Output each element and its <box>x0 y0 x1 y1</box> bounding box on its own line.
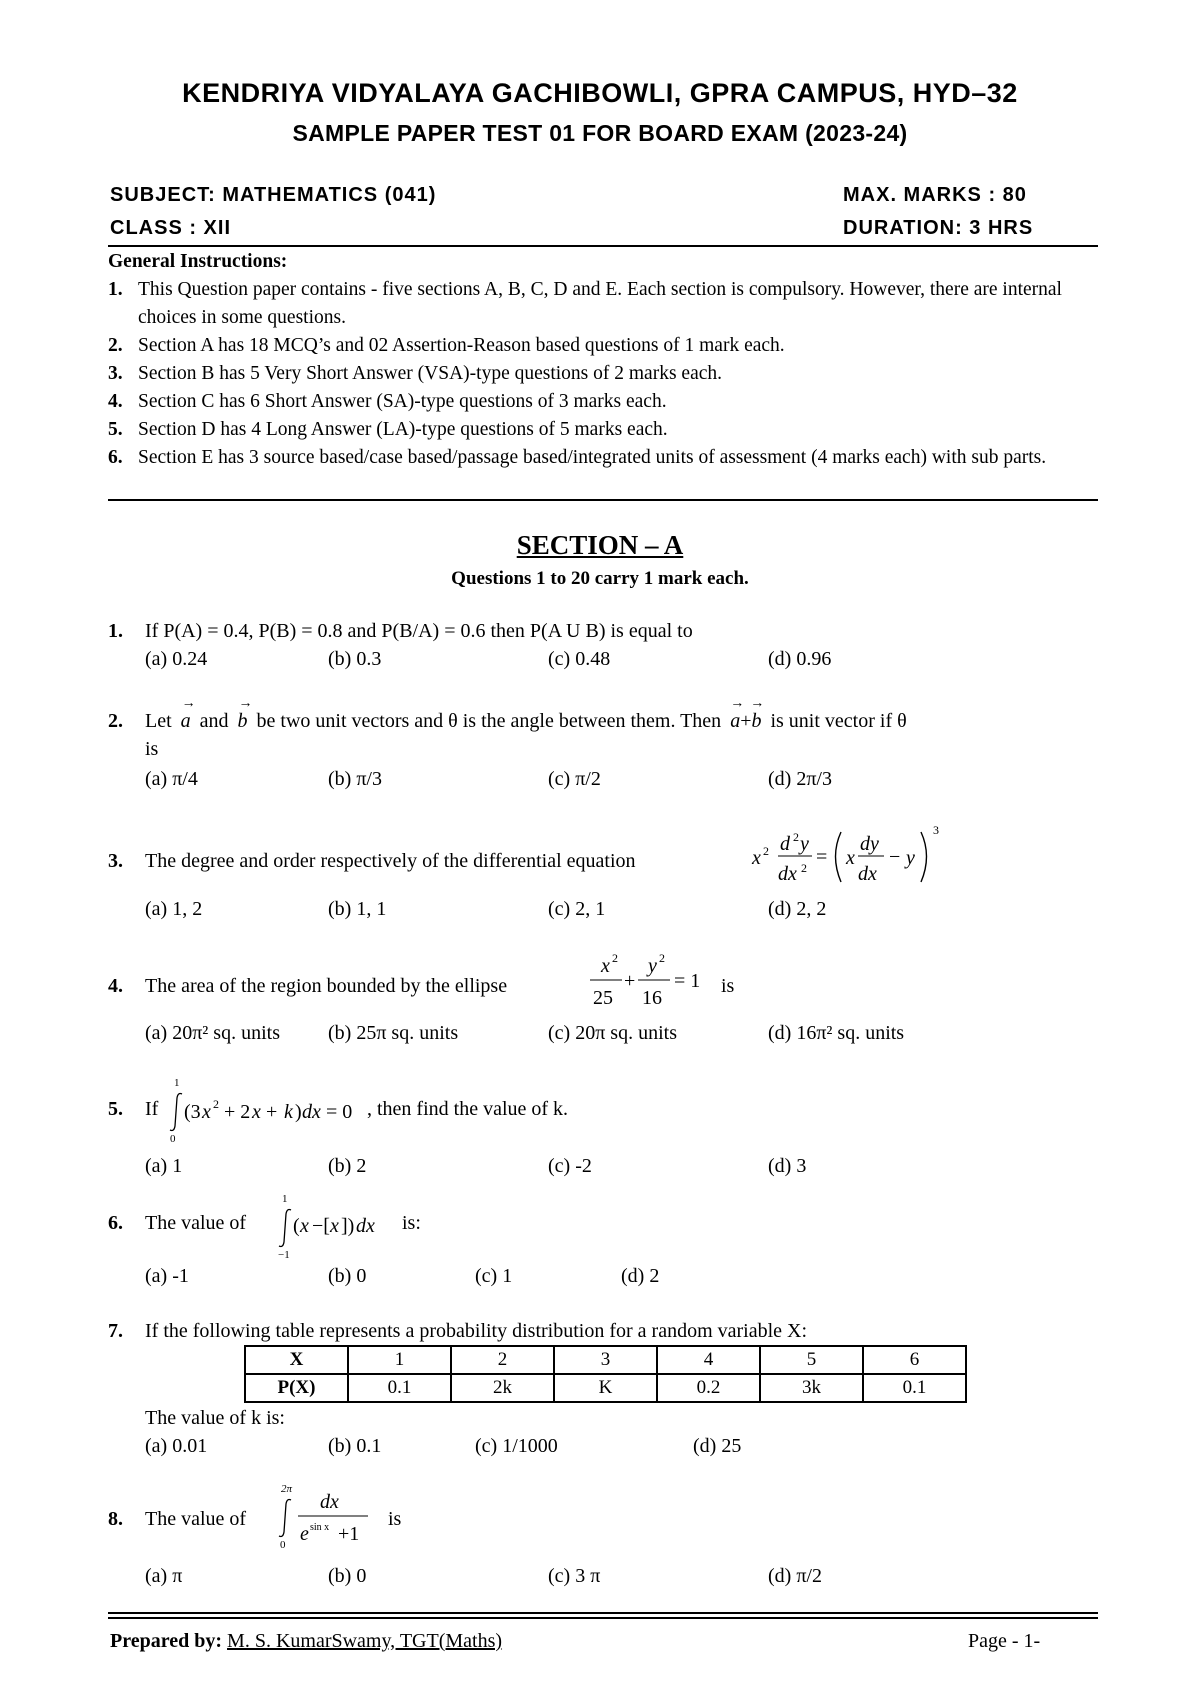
table-cell: P(X) <box>245 1374 348 1402</box>
footer-credit <box>110 1630 502 1653</box>
svg-text:x: x <box>330 1215 339 1237</box>
question-number: 2. <box>108 710 123 732</box>
svg-text:x: x <box>752 847 761 869</box>
svg-text:dx: dx <box>320 1491 339 1513</box>
svg-text:1: 1 <box>174 1077 180 1089</box>
option-a: (a) 1, 2 <box>145 898 203 920</box>
option-d: (d) 2 <box>621 1265 660 1287</box>
option-b: (b) 1, 1 <box>328 898 387 920</box>
svg-text:+ 2: + 2 <box>224 1101 251 1123</box>
option-c: (c) 20π sq. units <box>548 1022 677 1044</box>
table-cell: 1 <box>348 1346 451 1374</box>
table-cell: 6 <box>863 1346 966 1374</box>
svg-text:y: y <box>800 833 809 855</box>
option-b: (b) 2 <box>328 1155 367 1177</box>
table-cell: K <box>554 1374 657 1402</box>
option-a: (a) -1 <box>145 1265 189 1287</box>
option-d: (d) 2π/3 <box>768 768 832 790</box>
option-c: (c) 1/1000 <box>475 1435 558 1457</box>
svg-text:2: 2 <box>793 830 799 844</box>
question-number: 6. <box>108 1212 123 1234</box>
svg-text:0: 0 <box>170 1133 176 1145</box>
instruction-item: 4. Section C has 6 Short Answer (SA)-type questions of 3 marks each. <box>108 391 667 412</box>
integral-formula <box>168 1076 388 1146</box>
test-title: SAMPLE PAPER TEST 01 FOR BOARD EXAM (2023-24) <box>292 120 908 146</box>
exponential-integral-formula <box>278 1482 388 1552</box>
svg-text:2: 2 <box>659 951 665 965</box>
svg-text:): ) <box>295 1101 302 1123</box>
svg-text:dx: dx <box>778 863 797 885</box>
svg-text:x: x <box>601 955 610 977</box>
svg-text:2: 2 <box>763 844 769 858</box>
subject-label: SUBJECT: MATHEMATICS (041) <box>110 184 437 206</box>
svg-text:x: x <box>300 1215 309 1237</box>
probability-table <box>244 1345 967 1403</box>
option-c: (c) 1 <box>475 1265 513 1287</box>
svg-text:+: + <box>624 970 636 992</box>
svg-text:y: y <box>906 847 915 869</box>
question-text: If P(A) = 0.4, P(B) = 0.8 and P(B/A) = 0.6 then P(A U B) is equal to <box>145 620 693 642</box>
vector-a: → a <box>180 696 196 732</box>
table-cell: 2k <box>451 1374 554 1402</box>
table-cell: 3 <box>554 1346 657 1374</box>
svg-text:2: 2 <box>612 951 618 965</box>
table-cell: 0.1 <box>348 1374 451 1402</box>
svg-text:25: 25 <box>593 987 613 1009</box>
question-suffix: , then find the value of k. <box>367 1098 569 1120</box>
table-cell: 2 <box>451 1346 554 1374</box>
svg-text:x: x <box>846 847 855 869</box>
svg-text:dy: dy <box>860 833 879 855</box>
question-text: If <box>145 1098 159 1120</box>
instruction-item: 3. Section B has 5 Very Short Answer (VSA)-type questions of 2 marks each. <box>108 363 723 384</box>
table-cell: 0.1 <box>863 1374 966 1402</box>
table-row <box>245 1346 966 1374</box>
option-c: (c) π/2 <box>548 768 601 790</box>
instructions-divider <box>108 499 1098 501</box>
svg-text:d: d <box>780 833 790 855</box>
question-text: The area of the region bounded by the ellipse <box>145 975 508 997</box>
option-a: (a) 0.01 <box>145 1435 208 1457</box>
question-text: The value of <box>145 1508 247 1530</box>
school-name: KENDRIYA VIDYALAYA GACHIBOWLI, GPRA CAMPUS, HYD–32 <box>182 78 1018 108</box>
svg-text:e: e <box>300 1523 309 1545</box>
question-suffix: is: <box>402 1212 421 1234</box>
option-a: (a) 20π² sq. units <box>145 1022 280 1044</box>
svg-text:(3: (3 <box>184 1101 201 1123</box>
instruction-item: 5. Section D has 4 Long Answer (LA)-type questions of 5 marks each. <box>108 419 668 440</box>
svg-text:16: 16 <box>642 987 662 1009</box>
class-label: CLASS : XII <box>110 217 232 239</box>
question-number: 1. <box>108 620 123 642</box>
question-suffix: is <box>388 1508 402 1530</box>
max-marks-label: MAX. MARKS : 80 <box>843 184 1027 206</box>
prepared-by-label: Prepared by: <box>110 1630 223 1652</box>
vector-arrow-icon: → <box>238 696 253 711</box>
section-title: SECTION – A <box>516 530 684 560</box>
vector-arrow-icon: →→ <box>730 696 771 711</box>
table-cell: 5 <box>760 1346 863 1374</box>
ellipse-formula <box>586 951 701 1018</box>
vector-arrow-icon: → <box>181 696 196 711</box>
question-continuation: is <box>145 738 159 760</box>
option-c: (c) 3 π <box>548 1565 601 1587</box>
option-c: (c) 2, 1 <box>548 898 606 920</box>
table-cell: 0.2 <box>657 1374 760 1402</box>
svg-text:0: 0 <box>280 1539 286 1551</box>
svg-text:k: k <box>284 1101 293 1123</box>
table-cell: 3k <box>760 1374 863 1402</box>
option-a: (a) 0.24 <box>145 648 208 670</box>
svg-text:dx: dx <box>302 1101 321 1123</box>
instructions-title: General Instructions: <box>108 251 288 272</box>
page-number: Page - 1- <box>968 1630 1041 1652</box>
option-d: (d) π/2 <box>768 1565 822 1587</box>
table-cell: X <box>245 1346 348 1374</box>
question-number: 7. <box>108 1320 123 1342</box>
option-a: (a) π <box>145 1565 183 1587</box>
footer-divider <box>108 1617 1098 1619</box>
svg-text:]): ]) <box>341 1215 355 1237</box>
option-a: (a) 1 <box>145 1155 183 1177</box>
option-c: (c) 0.48 <box>548 648 611 670</box>
question-followup: The value of k is: <box>145 1407 285 1429</box>
svg-text:sin x: sin x <box>310 1522 330 1533</box>
question-text: If the following table represents a probability distribution for a random variable X: <box>145 1320 808 1342</box>
question-text: The degree and order respectively of the differential equation <box>145 850 636 872</box>
footer-divider <box>108 1612 1098 1614</box>
instruction-item: 1. This Question paper contains - five sections A, B, C, D and E. Each section is compulsory. However, there are internal choices in some questions. <box>108 279 1062 328</box>
svg-text:2π: 2π <box>281 1483 293 1495</box>
question-text: Let → a and → b be two unit vectors and θ is the angle between them. Then →→ a+b is unit vector if θ <box>145 696 907 732</box>
svg-text:+1: +1 <box>338 1523 360 1545</box>
option-b: (b) 0.3 <box>328 648 382 670</box>
option-d: (d) 16π² sq. units <box>768 1022 905 1044</box>
option-d: (d) 3 <box>768 1155 807 1177</box>
question-number: 3. <box>108 850 123 872</box>
svg-text:−: − <box>889 846 901 868</box>
svg-text:dx: dx <box>356 1215 375 1237</box>
svg-text:2: 2 <box>801 861 807 875</box>
option-d: (d) 2, 2 <box>768 898 827 920</box>
question-number: 5. <box>108 1098 123 1120</box>
svg-text:−[: −[ <box>312 1215 330 1237</box>
option-d: (d) 0.96 <box>768 648 832 670</box>
option-b: (b) 0.1 <box>328 1435 382 1457</box>
svg-text:y: y <box>648 955 657 977</box>
header-divider <box>108 245 1098 247</box>
question-suffix: is <box>721 975 735 997</box>
option-b: (b) 25π sq. units <box>328 1022 459 1044</box>
option-b: (b) π/3 <box>328 768 382 790</box>
question-number: 4. <box>108 975 123 997</box>
option-a: (a) π/4 <box>145 768 198 790</box>
svg-text:= 0: = 0 <box>326 1101 353 1123</box>
svg-text:1: 1 <box>282 1193 288 1205</box>
table-row <box>245 1374 966 1402</box>
table-cell: 4 <box>657 1346 760 1374</box>
svg-text:−1: −1 <box>278 1249 290 1261</box>
author-name: M. S. KumarSwamy, TGT(Maths) <box>227 1630 503 1652</box>
general-instructions <box>108 248 1098 472</box>
svg-text:(: ( <box>293 1215 300 1237</box>
option-b: (b) 0 <box>328 1565 367 1587</box>
option-d: (d) 25 <box>693 1435 742 1457</box>
svg-text:2: 2 <box>213 1097 219 1111</box>
vector-b: → b <box>237 696 253 732</box>
duration-label: DURATION: 3 HRS <box>843 217 1034 239</box>
option-c: (c) -2 <box>548 1155 592 1177</box>
vector-sum: →→ a+b <box>730 696 771 732</box>
svg-text:dx: dx <box>858 863 877 885</box>
svg-text:x: x <box>252 1101 261 1123</box>
svg-text:3: 3 <box>933 823 939 837</box>
question-number: 8. <box>108 1508 123 1530</box>
differential-equation-formula <box>750 822 970 894</box>
instruction-item: 6. Section E has 3 source based/case based/passage based/integrated units of assessment (4 marks each) with sub parts. <box>108 447 1047 468</box>
section-subtitle: Questions 1 to 20 carry 1 mark each. <box>451 568 749 589</box>
svg-text:= 1: = 1 <box>674 970 701 992</box>
option-b: (b) 0 <box>328 1265 367 1287</box>
svg-text:=: = <box>816 846 828 868</box>
instruction-item: 2. Section A has 18 MCQ’s and 02 Assertion-Reason based questions of 1 mark each. <box>108 335 785 356</box>
question-text: The value of <box>145 1212 247 1234</box>
svg-text:+: + <box>266 1101 278 1123</box>
svg-text:x: x <box>202 1101 211 1123</box>
